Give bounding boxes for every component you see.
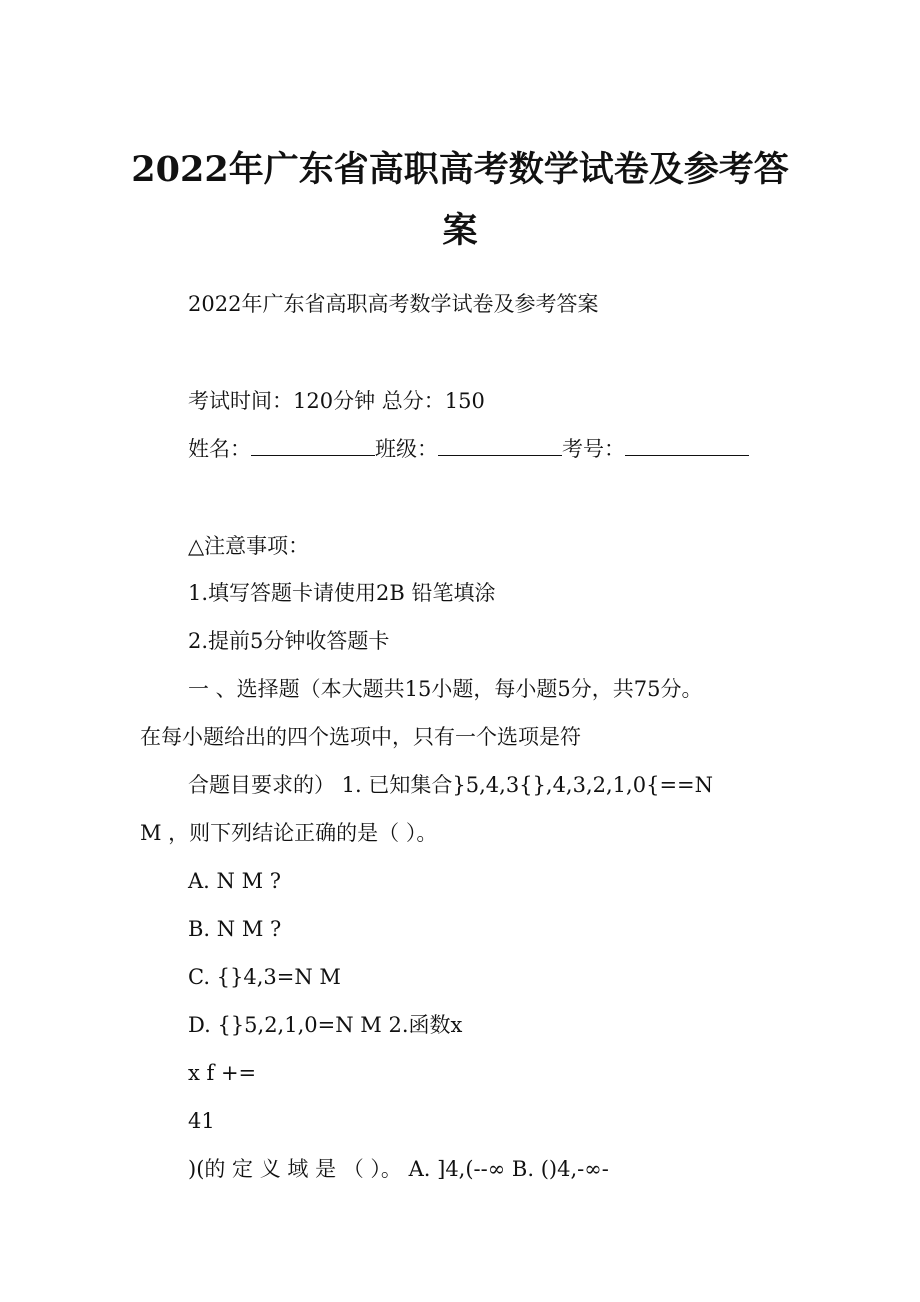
class-blank[interactable] (438, 435, 562, 456)
id-label: 考号： (562, 437, 625, 461)
document-title: 2022年广东省高职高考数学试卷及参考答 (131, 149, 789, 190)
id-blank[interactable] (625, 435, 749, 456)
subtitle: 2022年广东省高职高考数学试卷及参考答案 (188, 292, 599, 316)
question-2-stem: )(的 定 义 域 是 （ ）。 A. ]4,(--∞ B. ()4,-∞- (188, 1157, 609, 1181)
option-a: A. N M ? (188, 869, 282, 893)
notice-heading: △注意事项： (188, 534, 310, 558)
option-d: D. {}5,2,1,0=N M 2.函数x (188, 1013, 463, 1037)
question-1-stem-continued: M ，则下列结论正确的是（ ）。 (140, 821, 438, 845)
notice-item-2: 2.提前5分钟收答题卡 (188, 629, 390, 653)
exam-info: 考试时间：120分钟 总分：150 (188, 389, 485, 413)
notice-item-1: 1.填写答题卡请使用2B 铅笔填涂 (188, 581, 496, 605)
class-label: 班级： (375, 437, 438, 461)
section-heading: 一 、选择题（本大题共15小题，每小题5分，共75分。 (188, 677, 703, 701)
option-c: C. {}4,3=N M (188, 965, 341, 989)
name-blank[interactable] (251, 435, 375, 456)
name-label: 姓名： (188, 437, 251, 461)
section-text: 在每小题给出的四个选项中，只有一个选项是符 (140, 725, 581, 749)
option-b: B. N M ? (188, 917, 282, 941)
student-info-form (188, 434, 749, 464)
document-title-continued: 案 (442, 210, 478, 251)
question-1-stem: 合题目要求的） 1. 已知集合}5,4,3{},4,3,2,1,0{==N (188, 773, 714, 797)
formula-fragment-2: 41 (188, 1109, 215, 1133)
formula-fragment-1: x f += (188, 1061, 257, 1085)
